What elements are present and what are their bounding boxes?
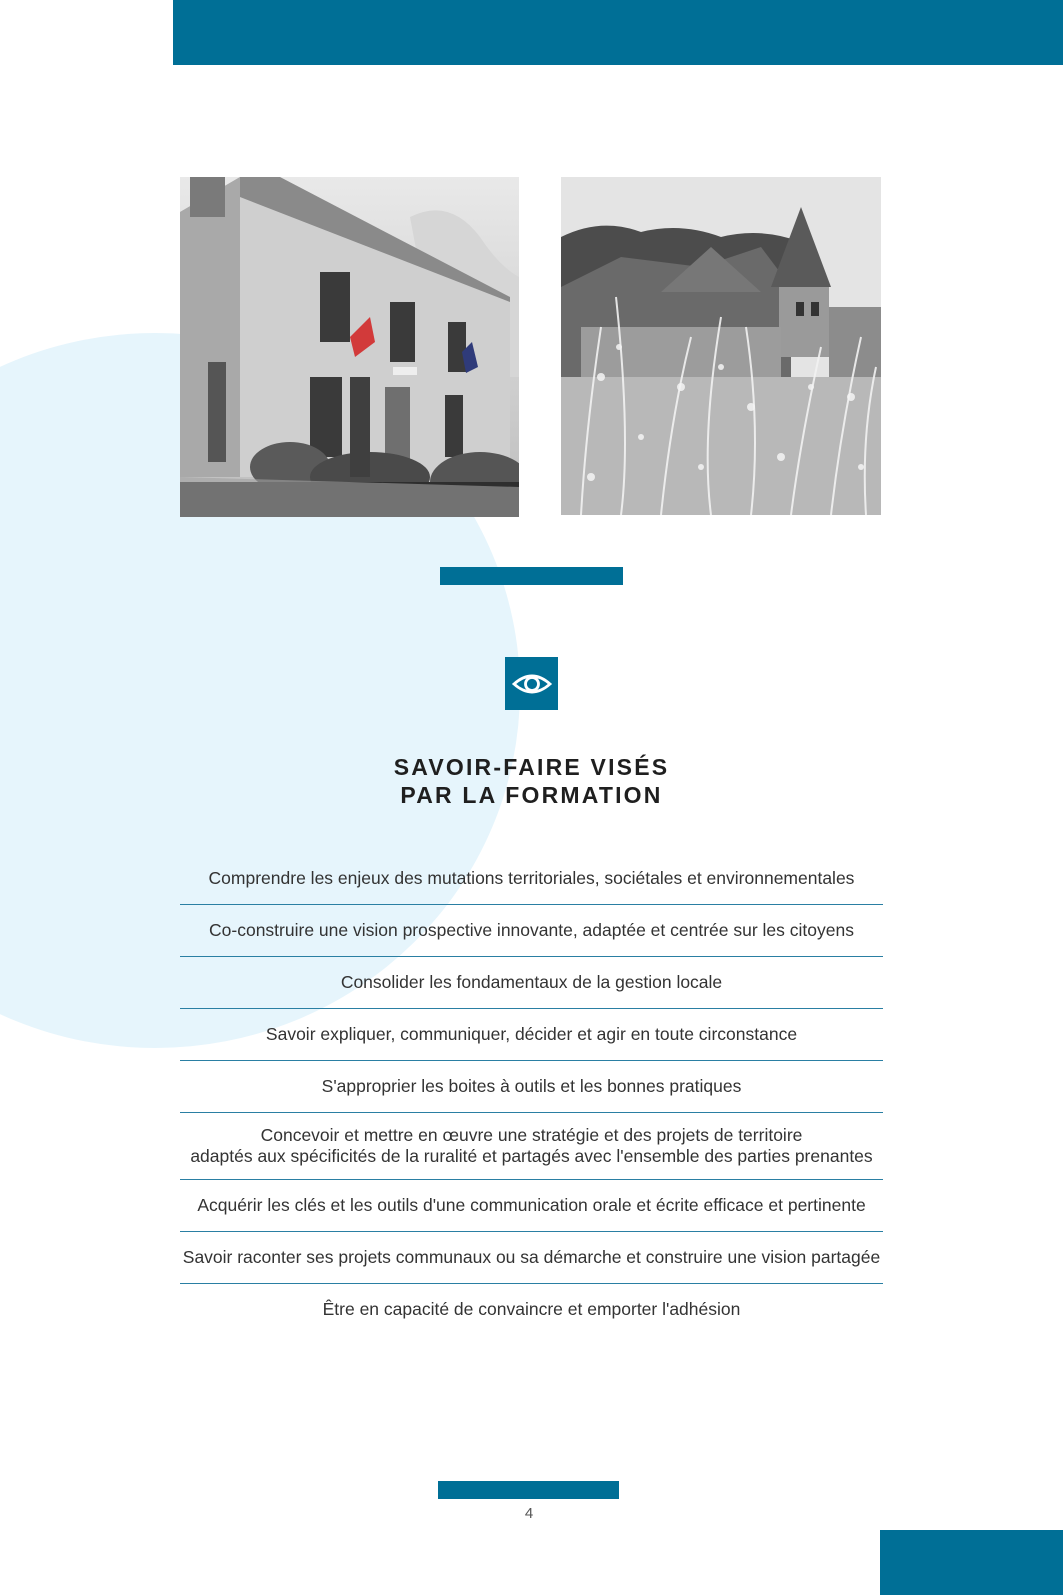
list-item <box>180 1061 883 1113</box>
skill-text: Savoir raconter ses projets communaux ou sa démarche et construire une vision partagée <box>182 1247 881 1267</box>
list-item <box>180 853 883 905</box>
list-item <box>180 1180 883 1232</box>
list-item <box>180 1009 883 1061</box>
village-photo <box>561 177 881 515</box>
footer-band <box>880 1530 1063 1595</box>
list-item <box>180 905 883 957</box>
skill-text: Savoir expliquer, communiquer, décider et agir en toute circonstance <box>265 1024 798 1044</box>
divider-bar <box>438 1481 619 1499</box>
section-title-line2: PAR LA FORMATION <box>400 782 663 808</box>
skills-list <box>180 853 883 1335</box>
list-item <box>180 1113 883 1180</box>
list-item <box>180 957 883 1009</box>
skill-text: adaptés aux spécificités de la ruralité et partagés avec l'ensemble des parties prenantes <box>190 1146 873 1166</box>
skill-text: Comprendre les enjeux des mutations territoriales, sociétales et environnementales <box>208 868 855 888</box>
header-band <box>173 0 1063 65</box>
list-item <box>180 1284 883 1335</box>
page-number: 4 <box>524 1505 534 1522</box>
skill-text: Consolider les fondamentaux de la gestion locale <box>340 972 723 992</box>
mairie-sign <box>393 367 417 375</box>
skill-text: Acquérir les clés et les outils d'une communication orale et écrite efficace et pertinente <box>197 1195 866 1215</box>
skill-text: Concevoir et mettre en œuvre une stratégie et des projets de territoire <box>260 1125 803 1145</box>
skill-text: S'approprier les boites à outils et les bonnes pratiques <box>321 1076 742 1096</box>
section-title-line1: SAVOIR-FAIRE VISÉS <box>393 754 670 780</box>
skill-text: Être en capacité de convaincre et emporter l'adhésion <box>322 1299 741 1319</box>
divider-bar <box>440 567 623 585</box>
eye-icon <box>505 657 558 710</box>
skill-text: Co-construire une vision prospective innovante, adaptée et centrée sur les citoyens <box>209 920 854 940</box>
town-hall-photo <box>180 177 519 517</box>
list-item <box>180 1232 883 1284</box>
section-title <box>0 753 1063 809</box>
